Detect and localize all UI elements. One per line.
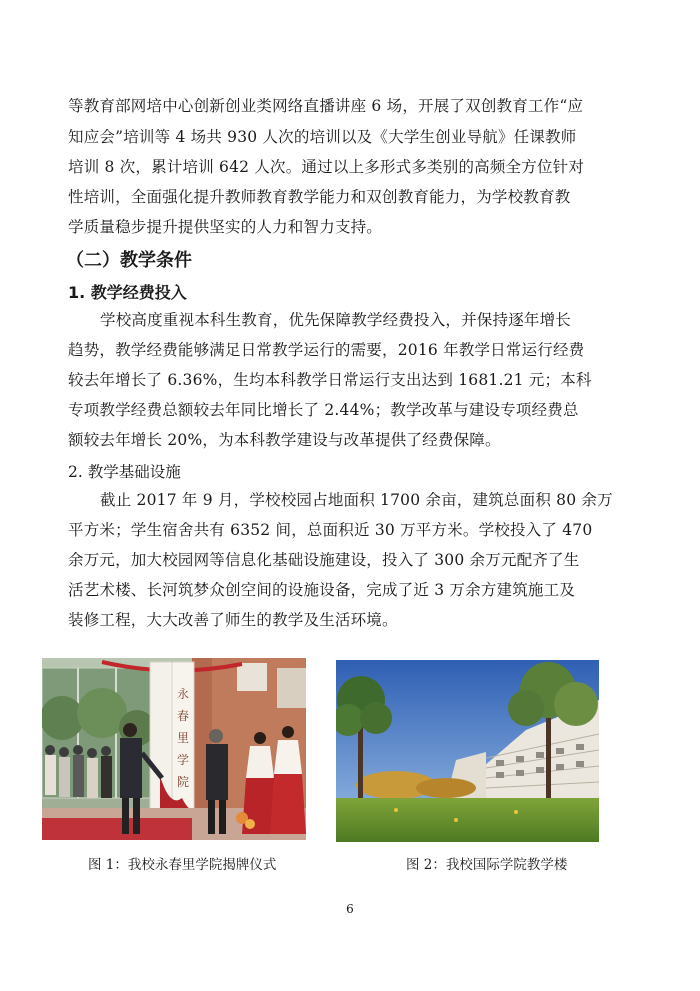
subsection-heading: 1. 教学经费投入 [68, 283, 187, 302]
ceremony-photo [42, 658, 306, 840]
page-number: 6 [346, 902, 354, 916]
paragraph-line: 截止 2017 年 9 月，学校校园占地面积 1700 余亩，建筑总面积 80 余万 [100, 491, 613, 509]
paragraph-line: 培训 8 次，累计培训 642 人次。通过以上多形式多类别的高频全方位针对 [68, 158, 585, 176]
figure-caption: 图 2：我校国际学院教学楼 [406, 857, 568, 873]
svg-text:里: 里 [176, 731, 190, 745]
paragraph-line: 知应会”培训等 4 场共 930 人次的培训以及《大学生创业导航》任课教师 [68, 128, 577, 146]
paragraph-line: 装修工程，大大改善了师生的教学及生活环境。 [68, 611, 398, 629]
paragraph-line: 余万元，加大校园网等信息化基础设施建设，投入了 300 余万元配齐了生 [68, 551, 580, 569]
paragraph-line: 性培训，全面强化提升教师教育教学能力和双创教育能力，为学校教育教 [68, 188, 571, 206]
paragraph-line: 学质量稳步提升提供坚实的人力和智力支持。 [68, 218, 383, 236]
svg-text:永: 永 [176, 687, 190, 701]
figure-caption: 图 1：我校永春里学院揭牌仪式 [88, 857, 277, 873]
paragraph-line: 平方米；学生宿舍共有 6352 间，总面积近 30 万平方米。学校投入了 470 [68, 521, 593, 539]
svg-text:春: 春 [176, 709, 190, 723]
building-photo [336, 660, 599, 842]
paragraph-line: 较去年增长了 6.36%，生均本科教学日常运行支出达到 1681.21 元；本科 [68, 371, 592, 389]
section-heading: （二）教学条件 [66, 250, 192, 271]
svg-text:院: 院 [176, 775, 190, 789]
subsection-heading: 2. 教学基础设施 [68, 463, 181, 481]
paragraph-line: 专项教学经费总额较去年同比增长了 2.44%；教学改革与建设专项经费总 [68, 401, 579, 419]
svg-text:学: 学 [176, 753, 190, 767]
paragraph-line: 学校高度重视本科生教育，优先保障教学经费投入，并保持逐年增长 [100, 311, 572, 329]
paragraph-line: 趋势，教学经费能够满足日常教学运行的需要，2016 年教学日常运行经费 [68, 341, 585, 359]
paragraph-line: 活艺术楼、长河筑梦众创空间的设施设备，完成了近 3 万余方建筑施工及 [68, 581, 576, 599]
paragraph-line: 等教育部网培中心创新创业类网络直播讲座 6 场，开展了双创教育工作“应 [68, 97, 584, 115]
paragraph-line: 额较去年增长 20%，为本科教学建设与改革提供了经费保障。 [68, 431, 501, 449]
